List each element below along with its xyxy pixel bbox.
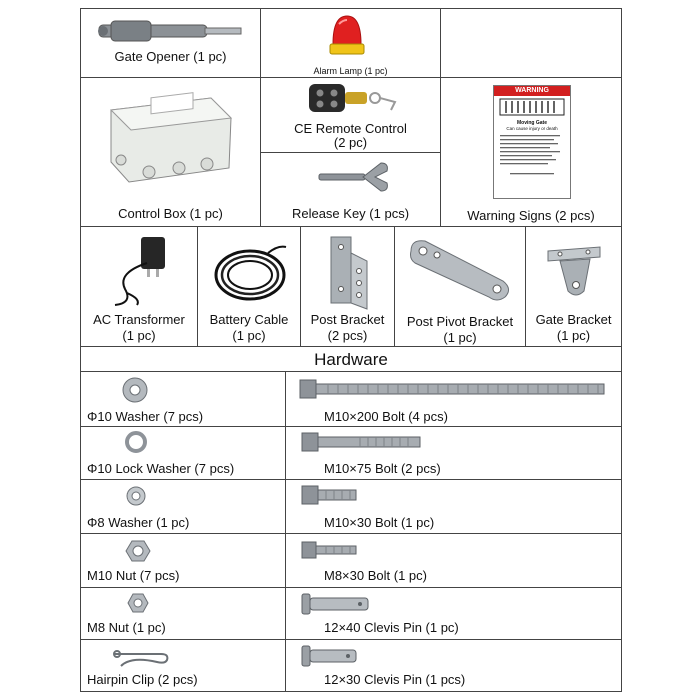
control-box-label: Control Box (1 pc) bbox=[118, 206, 223, 221]
hardware-right-cell-4 bbox=[285, 533, 622, 588]
gate-opener-image bbox=[95, 15, 245, 51]
hardware-right-label-1: M10×200 Bolt (4 pcs) bbox=[324, 409, 448, 424]
battery-cable-label-1: Battery Cable bbox=[209, 312, 289, 327]
alarm-lamp-image bbox=[325, 12, 369, 62]
post-pivot-bracket-label-1: Post Pivot Bracket bbox=[406, 314, 514, 329]
empty-top-right-cell bbox=[440, 8, 622, 78]
control-box-image bbox=[101, 90, 241, 190]
battery-cable-image bbox=[208, 237, 292, 307]
gate-bracket-label-2: (1 pc) bbox=[556, 328, 591, 343]
post-pivot-bracket-cell bbox=[394, 226, 526, 347]
ac-transformer-label-2: (1 pc) bbox=[122, 328, 156, 343]
remote-control-label-2: (2 pc) bbox=[333, 135, 368, 150]
remote-control-cell bbox=[260, 77, 441, 153]
hairpin-clip-image bbox=[111, 646, 171, 672]
post-pivot-bracket-image bbox=[407, 237, 515, 303]
warning-sign-title: Moving Gate bbox=[516, 120, 547, 126]
clevis-pin-12x30-image bbox=[300, 644, 360, 668]
hardware-right-cell-5 bbox=[285, 587, 622, 640]
hardware-header-cell bbox=[80, 346, 622, 372]
hardware-right-label-5: 12×40 Clevis Pin (1 pc) bbox=[324, 620, 459, 635]
gate-opener-cell bbox=[80, 8, 261, 78]
alarm-lamp-cell bbox=[260, 8, 441, 78]
warning-sign-image bbox=[493, 85, 571, 199]
remote-control-image bbox=[305, 80, 405, 118]
hardware-left-label-4: M10 Nut (7 pcs) bbox=[87, 568, 180, 583]
ac-transformer-label-1: AC Transformer bbox=[93, 312, 185, 327]
gate-pictogram-icon bbox=[494, 96, 570, 118]
post-bracket-cell bbox=[300, 226, 395, 347]
hardware-left-label-5: M8 Nut (1 pc) bbox=[87, 620, 166, 635]
nut-m8-image bbox=[127, 592, 149, 614]
control-box-cell bbox=[80, 77, 261, 227]
release-key-image bbox=[317, 159, 393, 193]
remote-control-label-1: CE Remote Control bbox=[294, 121, 407, 136]
hardware-title: Hardware bbox=[314, 350, 388, 369]
gate-opener-label: Gate Opener (1 pc) bbox=[114, 49, 227, 64]
warning-sign-fine-print bbox=[494, 131, 570, 185]
hardware-right-cell-6 bbox=[285, 639, 622, 692]
hardware-left-label-3: Φ8 Washer (1 pc) bbox=[87, 515, 190, 530]
hardware-right-label-4: M8×30 Bolt (1 pc) bbox=[324, 568, 427, 583]
alarm-lamp-label: Alarm Lamp (1 pc) bbox=[313, 66, 388, 76]
hardware-left-cell-6 bbox=[80, 639, 286, 692]
bolt-m10x30-image bbox=[300, 484, 360, 506]
release-key-label: Release Key (1 pcs) bbox=[291, 206, 410, 221]
hardware-right-cell-2 bbox=[285, 426, 622, 480]
lock-washer-icon bbox=[125, 431, 147, 453]
clevis-pin-12x40-image bbox=[300, 592, 372, 616]
gate-bracket-image bbox=[546, 243, 604, 299]
nut-m10-image bbox=[125, 539, 151, 563]
hardware-left-cell-2 bbox=[80, 426, 286, 480]
post-bracket-label-1: Post Bracket bbox=[310, 312, 385, 327]
hardware-left-label-6: Hairpin Clip (2 pcs) bbox=[87, 672, 198, 687]
hardware-right-cell-3 bbox=[285, 479, 622, 534]
hardware-right-label-3: M10×30 Bolt (1 pc) bbox=[324, 515, 435, 530]
release-key-cell bbox=[260, 152, 441, 227]
ac-transformer-image bbox=[107, 233, 175, 309]
warning-banner: WARNING bbox=[494, 86, 570, 96]
warning-signs-cell bbox=[440, 77, 622, 227]
bolt-m8x30-image bbox=[300, 540, 360, 560]
hardware-left-label-1: Φ10 Washer (7 pcs) bbox=[87, 409, 204, 424]
ac-transformer-cell bbox=[80, 226, 198, 347]
hardware-left-cell-5 bbox=[80, 587, 286, 640]
bolt-m10x200-image bbox=[298, 378, 608, 400]
washer-10-image bbox=[121, 376, 149, 404]
battery-cable-cell bbox=[197, 226, 301, 347]
hardware-left-cell-1 bbox=[80, 371, 286, 427]
post-bracket-label-2: (2 pcs) bbox=[327, 328, 368, 343]
gate-bracket-label-1: Gate Bracket bbox=[535, 312, 612, 327]
hardware-right-cell-1 bbox=[285, 371, 622, 427]
hardware-left-cell-4 bbox=[80, 533, 286, 588]
warning-signs-label: Warning Signs (2 pcs) bbox=[467, 208, 595, 223]
bolt-m10x75-image bbox=[300, 431, 424, 453]
battery-cable-label-2: (1 pc) bbox=[232, 328, 266, 343]
hardware-right-label-2: M10×75 Bolt (2 pcs) bbox=[324, 461, 441, 476]
hardware-right-label-6: 12×30 Clevis Pin (1 pcs) bbox=[324, 672, 466, 687]
hardware-left-label-2: Φ10 Lock Washer (7 pcs) bbox=[87, 461, 235, 476]
washer-8-image bbox=[125, 485, 147, 507]
gate-bracket-cell bbox=[525, 226, 622, 347]
post-bracket-image bbox=[325, 233, 373, 313]
warning-sign-subtitle: Can cause injury or death bbox=[506, 126, 558, 131]
hardware-left-cell-3 bbox=[80, 479, 286, 534]
post-pivot-bracket-label-2: (1 pc) bbox=[443, 330, 477, 345]
